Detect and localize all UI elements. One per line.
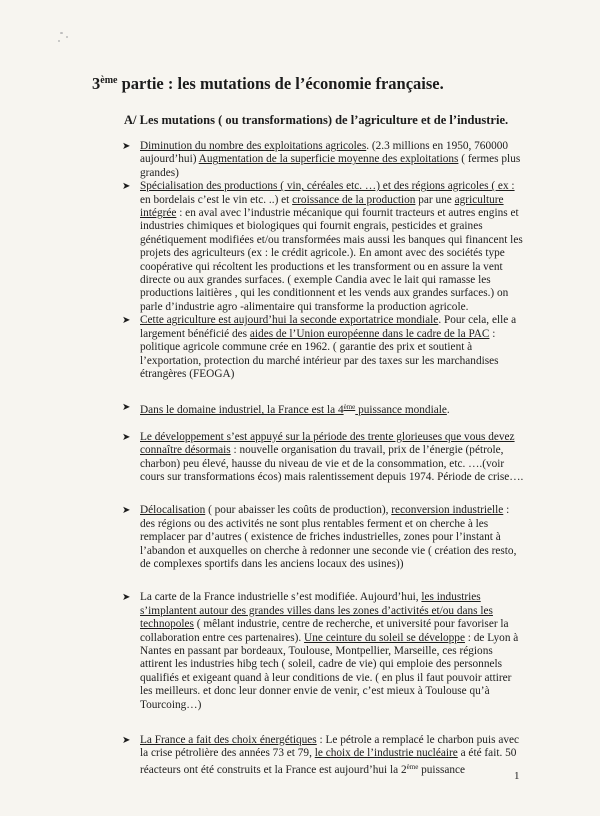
bullet-text [140, 734, 519, 776]
text-segment: ( mêlant industrie, centre de recherche, et université pour favoriser la collaboration entre ces partenaires). [140, 618, 509, 644]
text-segment: en bordelais c’est le vin etc. ..) et [140, 193, 293, 206]
underlined-text: reconversion industrielle [391, 504, 504, 517]
underlined-text: croissance de la production [292, 193, 416, 206]
bullet-item [122, 140, 526, 180]
underlined-text: Spécialisation des productions ( vin, céréales etc. …) et des régions agricoles ( ex : [140, 180, 515, 193]
text-segment: ( pour abaisser les coûts de production), [205, 504, 392, 517]
text-segment: : en aval avec l’industrie mécanique qui fournit tracteurs et autres engins et industries chimiques et biologiques qui fournit engrais, pesticides et graines génétiquement modifiées et/ou transformées mais aussi les banques qui financent les projets des agriculteurs (ex : le crédit agricole.). En amont avec des sociétés type coopérative qui récoltent les productions et les transforment ou en assure la vent directe ou aux grandes surfaces. ( exemple Candia avec le lait qui ramasse les productions laitières , qui les conditionnent et les vends aux grandes surfaces.) on parle d’industrie agro -alimentaire qui transforme la production agricole. [140, 207, 523, 313]
text-segment: La carte de la France industrielle s’est modifiée. Aujourd’hui, [140, 591, 422, 604]
text-segment: . [446, 404, 450, 417]
underlined-text: agriculture intégrée [140, 193, 504, 220]
arrow-bullet-icon: ➤ [122, 181, 131, 193]
underlined-text: La France a fait des choix énergétiques [140, 734, 317, 747]
part-title [92, 74, 444, 94]
underlined-text: Une ceinture du soleil se développe [304, 631, 465, 644]
bullet-text [140, 314, 516, 380]
underlined-text: Le développement s’est appuyé sur la période des trente glorieuses que vous devez connaître désormais [140, 430, 515, 457]
page-number: 1 [514, 770, 520, 782]
underlined-text: les industries s’implantent autour des grandes villes dans les zones d’activités et/ou dans les technopoles [140, 591, 493, 631]
arrow-bullet-icon: ➤ [122, 592, 131, 604]
bullet-item [122, 734, 526, 777]
arrow-bullet-icon: ➤ [122, 315, 131, 327]
text-segment: a été fait. 50 réacteurs ont été construits et la France est aujourd’hui la 2 [140, 747, 517, 776]
underlined-text: Dans le domaine industriel, la France est la 4 [140, 404, 344, 417]
bullet-text [140, 180, 523, 313]
text-segment: : politique agricole commune crée en 1962. ( garantie des prix et soutient à l’exportation, protection du marché intérieur par des taxes sur les marchandises étrangères (FEOGA) [140, 327, 499, 380]
arrow-bullet-icon: ➤ [122, 505, 131, 517]
text-segment: : des régions ou des activités ne sont plus rentables ferment et on cherche à les remplacer par d’autres ( existence de friches industrielles, zones pour l’instant à l’abandon et auxquelles on cherche à redonner une seconde vie ( création des resto, de complexes sportifs dans les anciens locaux des usines)) [140, 504, 517, 570]
bullet-item [122, 591, 526, 712]
part-number-suffix: ème [100, 75, 118, 86]
arrow-bullet-icon: ➤ [122, 735, 131, 747]
underlined-text: le choix de l’industrie nucléaire [314, 747, 458, 760]
bullet-text [140, 431, 523, 483]
underlined-text: ème [343, 403, 356, 412]
bullet-list [122, 140, 526, 777]
bullet-text [140, 140, 520, 179]
text-segment: . (2.3 millions en 1950, 760000 aujourd’hui) [140, 140, 509, 166]
underlined-text: puissance mondiale [355, 404, 447, 417]
text-segment: par une [415, 193, 455, 206]
bullet-text [140, 504, 516, 570]
bullet-item [122, 401, 526, 417]
bullet-item [122, 314, 526, 381]
bullet-text [140, 404, 450, 416]
scan-speck [66, 36, 68, 38]
underlined-text: Augmentation de la superficie moyenne des exploitations [198, 153, 459, 166]
section-title: A/ Les mutations ( ou transformations) de l’agriculture et de l’industrie. [124, 113, 509, 127]
text-segment: ème [406, 762, 419, 771]
text-segment: puissance [418, 763, 466, 776]
bullet-item [122, 504, 526, 571]
underlined-text: aides de l’Union européenne dans le cadre de la PAC [249, 327, 490, 340]
text-segment: : de Lyon à Nantes en passant par bordeaux, Toulouse, Montpellier, Marseille, ces régions attirent les industries hibg tech ( soleil, cadre de vie) qui emploie des personnels qualifiés et exigeant quand à leur conditions de vie. ( en plus il faut pouvoir attirer les meilleurs. et donc leur donner envie de venir, c’est mieux à Toulouse qu’à Tourcoing…) [140, 631, 519, 711]
bullet-item [122, 430, 526, 485]
underlined-text: Cette agriculture est aujourd’hui la seconde exportatrice mondiale [140, 314, 439, 327]
scan-speck [60, 32, 63, 34]
part-title-text: partie : les mutations de l’économie française. [117, 74, 444, 93]
text-segment: : nouvelle organisation du travail, prix de l’énergie (pétrole, charbon) peu élevé, hausse du niveau de vie et de la consommation, etc. ….(voir cours sur transformations écos) mais ralentissement depuis 1974. Période de crise…. [140, 444, 524, 483]
bullet-text [140, 591, 518, 710]
text-segment: : Le pétrole a remplacé le charbon puis avec la crise pétrolière des années 73 et 79, [140, 734, 520, 760]
part-number: 3 [92, 74, 101, 93]
arrow-bullet-icon: ➤ [122, 431, 131, 443]
text-segment: ( fermes plus grandes) [140, 153, 521, 179]
underlined-text: Diminution du nombre des exploitations agricoles [140, 140, 367, 152]
arrow-bullet-icon: ➤ [122, 141, 131, 152]
underlined-text: Délocalisation [140, 504, 206, 517]
bullet-item [122, 180, 526, 314]
arrow-bullet-icon: ➤ [122, 402, 131, 414]
text-segment: . Pour cela, elle a largement bénéficié des [140, 314, 517, 340]
scan-speck [58, 40, 60, 42]
